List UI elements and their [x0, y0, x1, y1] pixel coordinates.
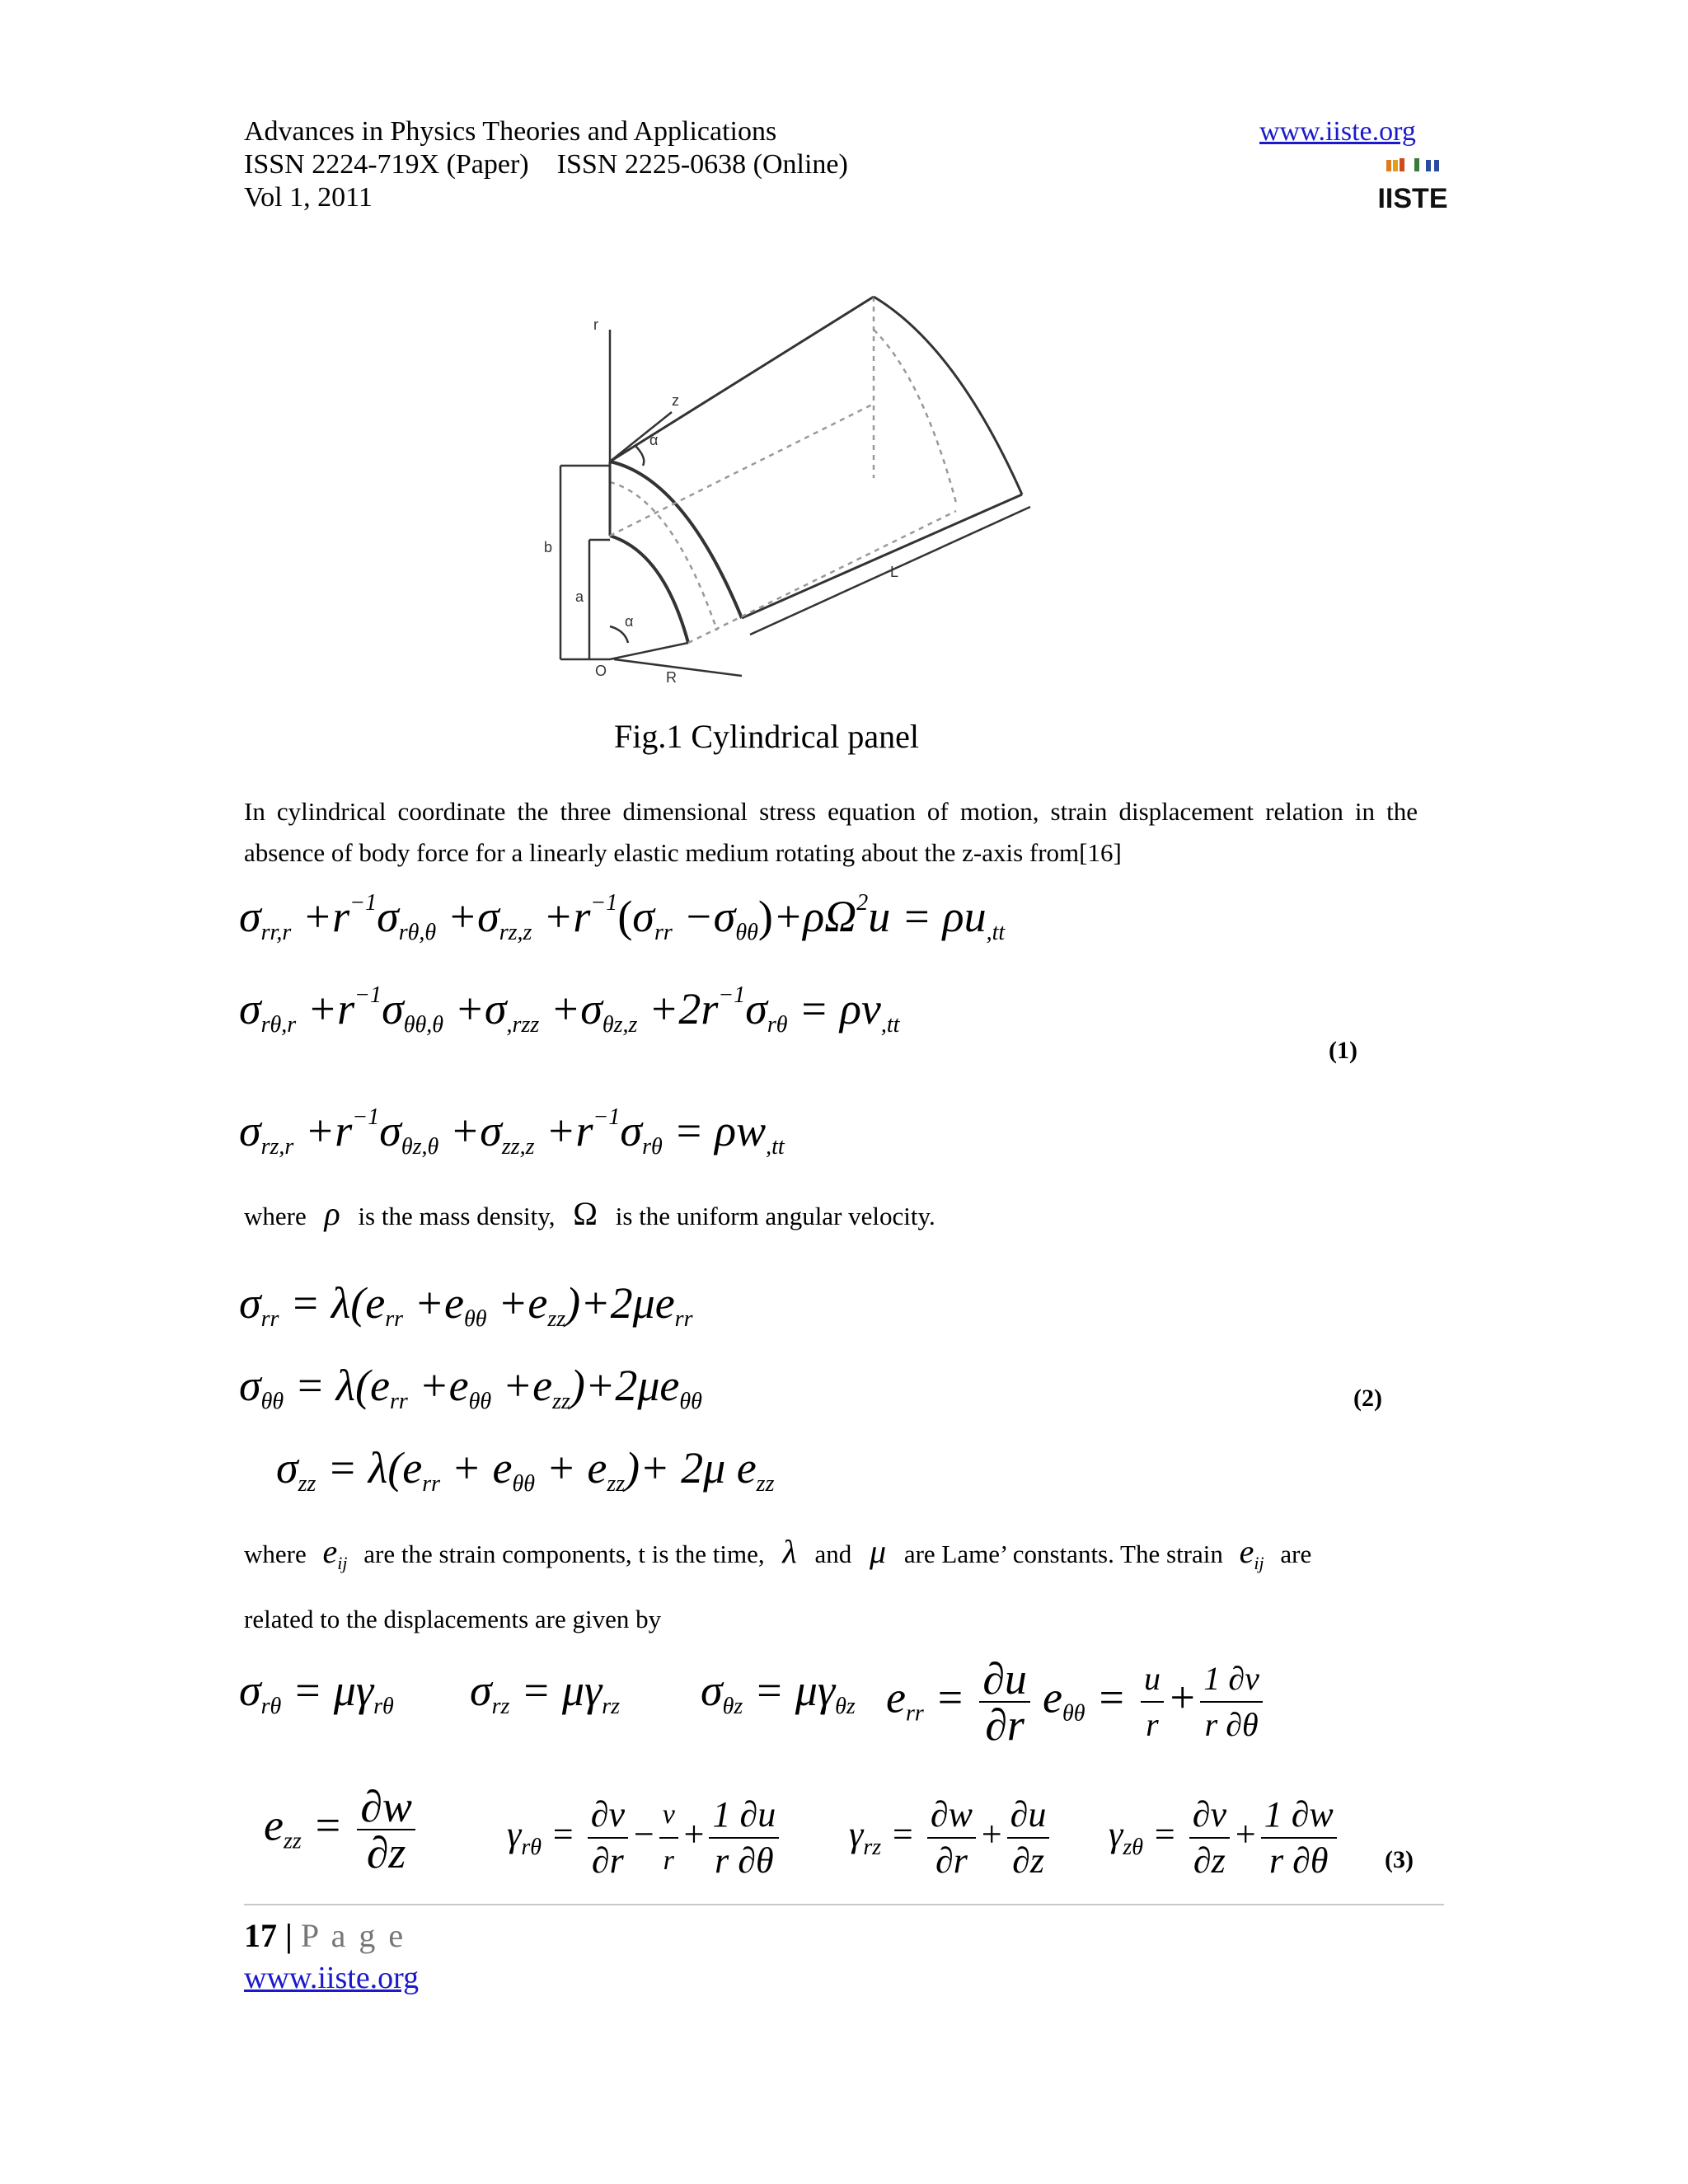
intro-paragraph: In cylindrical coordinate the three dimensional stress equation of motion, strain displacement relation in the absence of body force for a linearly elastic medium rotating about the z-axis from[16]	[244, 797, 1418, 867]
cylindrical-panel-figure	[528, 313, 1039, 684]
svg-text:a: a	[575, 588, 584, 605]
svg-text:α: α	[649, 432, 659, 448]
equation-3b: $\sigma_{rz} = \mu\gamma_{rz}$	[470, 1666, 621, 1719]
svg-text:b: b	[544, 539, 553, 555]
footer-url-link[interactable]: www.iiste.org	[244, 1961, 420, 1995]
equation-3f: $e_{zz}$ = $\frac{\partial w}{\partial z}$	[264, 1784, 419, 1875]
equation-3c: $\sigma_{\theta z} = \mu\gamma_{\theta z}$	[701, 1666, 856, 1719]
svg-text:R: R	[666, 669, 677, 686]
equation-3d: $e_{rr}$ = $\frac{\partial u}{\partial r}$	[886, 1657, 1034, 1747]
equation-number-3: (3)	[1385, 1846, 1414, 1873]
page-number: 17 | P a g e	[244, 1917, 406, 1954]
equation-2c: $\sigma_{zz} = \lambda(e_{rr} + e_{\theta\theta} + e_{zz})+ 2\mu$ $e_{zz}$	[276, 1443, 775, 1497]
iiste-logo-icon	[1377, 157, 1448, 214]
header-url-link[interactable]: www.iiste.org	[1259, 116, 1416, 147]
issn-line: ISSN 2224-719X (Paper) ISSN 2225-0638 (Online)	[244, 149, 848, 180]
equation-2a: $\sigma_{rr} = \lambda(e_{rr} +e_{\theta\theta} +e_{zz})+2\mu e_{rr}$	[239, 1278, 693, 1332]
svg-text:IISTE: IISTE	[1377, 183, 1448, 214]
equation-3a: $\sigma_{r\theta} = \mu\gamma_{r\theta}$	[239, 1666, 394, 1719]
svg-text:L: L	[890, 564, 899, 580]
equation-number-1: (1)	[1329, 1037, 1357, 1064]
equation-3h: $\gamma_{rz}$ = $\frac{\partial w}{\partial r}$ + $\frac{\partial u}{\partial z}$	[849, 1793, 1053, 1883]
equation-2b: $\sigma_{\theta\theta} = \lambda(e_{rr} +e_{\theta\theta} +e_{zz})+2\mu e_{\theta\theta}$	[239, 1361, 702, 1414]
where-density-line: where ρ is the mass density, Ω is the uniform angular velocity.	[244, 1195, 935, 1232]
where-strain-line: where $e_{ij}$ are the strain components, t is the time, λ and μ are Lame’ constants. The strain $e_{ij}$ are	[244, 1533, 1312, 1573]
footer-divider	[244, 1904, 1444, 1905]
volume-line: Vol 1, 2011	[244, 182, 373, 213]
strain-relation-line: related to the displacements are given by	[244, 1605, 662, 1633]
figure-caption: Fig.1 Cylindrical panel	[614, 718, 919, 755]
equation-3e: $e_{\theta\theta}$ = $\frac{u}{r}$ + $\frac{1 \partial v}{r \partial\theta}$	[1043, 1657, 1266, 1747]
svg-text:O: O	[595, 663, 607, 679]
svg-text:r: r	[593, 316, 598, 333]
equation-1b: $\sigma_{r\theta,r} +r^{-1}\sigma_{\theta\theta,\theta} +\sigma_{,rzz} +\sigma_{\theta z,z} +2r^{-1}\sigma_{r\theta} = \rho v_{,tt}$	[239, 982, 900, 1038]
svg-text:α: α	[625, 613, 634, 630]
journal-title: Advances in Physics Theories and Applications	[244, 116, 777, 147]
equation-3i: $\gamma_{z\theta}$ = $\frac{\partial v}{\partial z}$ + $\frac{1 \partial w}{r \partial\theta}$	[1109, 1793, 1340, 1883]
equation-3g: $\gamma_{r\theta}$ = $\frac{\partial v}{\partial r}$ − $\frac{v}{r}$ + $\frac{1 \partial u}{r \partial\theta}$	[507, 1793, 782, 1883]
equation-number-2: (2)	[1353, 1385, 1382, 1412]
equation-1c: $\sigma_{rz,r} +r^{-1}\sigma_{\theta z,\theta} +\sigma_{zz,z} +r^{-1}\sigma_{r\theta} = \rho w_{,tt}$	[239, 1104, 785, 1160]
equation-1a: $\sigma_{rr,r} +r^{-1}\sigma_{r\theta,\theta} +\sigma_{rz,z} +r^{-1}(\sigma_{rr} -\sigma_{\theta\theta})+\rho\Omega^2u = \rho u_{,tt}$	[239, 890, 1006, 945]
svg-text:z: z	[672, 392, 679, 409]
